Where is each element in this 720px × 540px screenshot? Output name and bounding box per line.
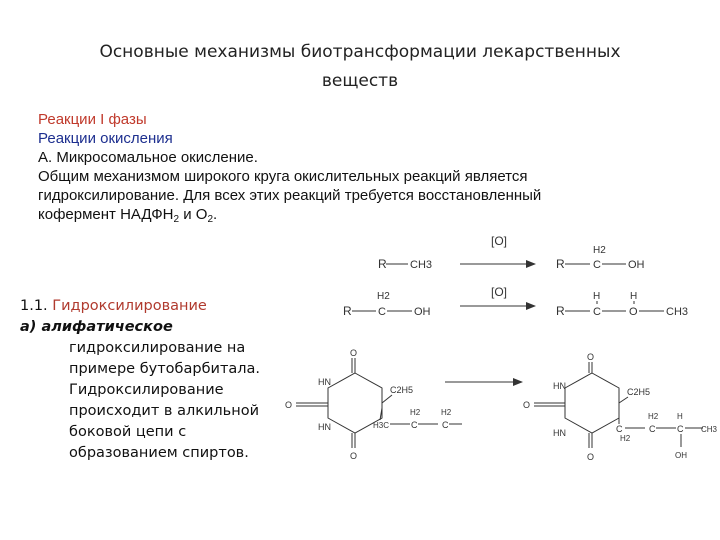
butobarbital-h2-b: H2 xyxy=(441,408,452,417)
title-line-1: Основные механизмы биотрансформации лекарственных xyxy=(99,42,621,62)
butobarbital-h3c: H3C xyxy=(373,421,390,430)
butobarbital-nh-top: HN xyxy=(318,377,331,387)
pyrimidine-ring xyxy=(565,373,619,433)
product-ch3: CH3 xyxy=(701,425,718,434)
hydroxylated-product-structure xyxy=(523,352,718,462)
title-line-2: веществ xyxy=(321,71,399,91)
description-line: примере бутобарбитала. xyxy=(69,361,261,377)
r1-right-r: R xyxy=(556,257,565,271)
r2-right-c: C xyxy=(593,306,601,318)
product-nh-top: HN xyxy=(553,381,566,391)
r2-left-oh: OH xyxy=(414,306,431,318)
bond xyxy=(382,395,392,403)
oxygen-subscript: 2 xyxy=(207,214,213,225)
butobarbital-h2-a: H2 xyxy=(410,408,421,417)
phase-heading: Реакции I фазы xyxy=(38,111,147,128)
body-line-3-end: . xyxy=(213,206,218,223)
section-subtitle: а) алифатическое xyxy=(20,319,173,335)
r2-left-h2: H2 xyxy=(377,291,390,302)
product-oh: OH xyxy=(675,451,687,460)
description-line: гидроксилирование на xyxy=(69,340,246,356)
butobarbital-nh-bottom: HN xyxy=(318,422,331,432)
product-o-left: O xyxy=(523,400,531,410)
r2-right-ch3: CH3 xyxy=(666,306,689,318)
product-o-top: O xyxy=(587,352,595,362)
butobarbital-ethyl: C2H5 xyxy=(390,385,414,395)
r1-left-r: R xyxy=(378,257,387,271)
product-c3: C xyxy=(677,424,684,434)
description-line: боковой цепи с xyxy=(69,424,187,440)
butobarbital-o-bottom: O xyxy=(350,451,358,461)
r2-right-r: R xyxy=(556,304,565,318)
product-nh-bottom: HN xyxy=(553,428,566,438)
section-number: 1.1. xyxy=(20,298,48,314)
description-line: происходит в алкильной xyxy=(69,403,259,419)
r2-right-o-top: H xyxy=(630,291,638,302)
r1-right-h2: H2 xyxy=(593,245,606,256)
description-line: образованием спиртов. xyxy=(69,445,249,461)
description-line: Гидроксилирование xyxy=(69,382,224,398)
section-name: Гидроксилирование xyxy=(52,298,207,314)
nadph-subscript: 2 xyxy=(173,214,180,225)
r1-right-c: C xyxy=(593,259,601,271)
r2-oxidant: [O] xyxy=(491,285,508,299)
r1-left-group: CH3 xyxy=(410,259,433,271)
r2-right-h: H xyxy=(593,291,601,302)
body-line-1: Общим механизмом широкого круга окислительных реакций является xyxy=(38,168,528,185)
reaction-1 xyxy=(378,234,645,271)
body-line-3-mid: и О xyxy=(179,206,208,223)
bond xyxy=(619,397,628,403)
reaction-2 xyxy=(343,285,688,318)
body-line-2: гидроксилирование. Для всех этих реакций требуется восстановленный xyxy=(38,187,542,204)
product-ethyl: C2H5 xyxy=(627,387,651,397)
product-h3: H xyxy=(677,412,683,421)
microsomal-heading: А. Микросомальное окисление. xyxy=(38,149,258,166)
r2-left-c: C xyxy=(378,306,386,318)
butobarbital-c-a: C xyxy=(411,420,418,430)
product-h2-1: H2 xyxy=(620,434,631,443)
butobarbital-o-top: O xyxy=(350,348,358,358)
r2-left-r: R xyxy=(343,304,352,318)
r2-right-o: O xyxy=(629,306,638,318)
butobarbital-o-left: O xyxy=(285,400,293,410)
oxidation-heading: Реакции окисления xyxy=(38,130,173,147)
r1-right-oh: OH xyxy=(628,259,645,271)
product-h2-2: H2 xyxy=(648,412,659,421)
body-line-3-prefix: кофермент НАДФН xyxy=(38,206,174,223)
butobarbital-c-b: C xyxy=(442,420,449,430)
product-c1: C xyxy=(616,424,623,434)
product-c2: C xyxy=(649,424,656,434)
product-o-bottom: O xyxy=(587,452,595,462)
r1-oxidant: [O] xyxy=(491,234,508,248)
butobarbital-structure xyxy=(285,348,462,461)
